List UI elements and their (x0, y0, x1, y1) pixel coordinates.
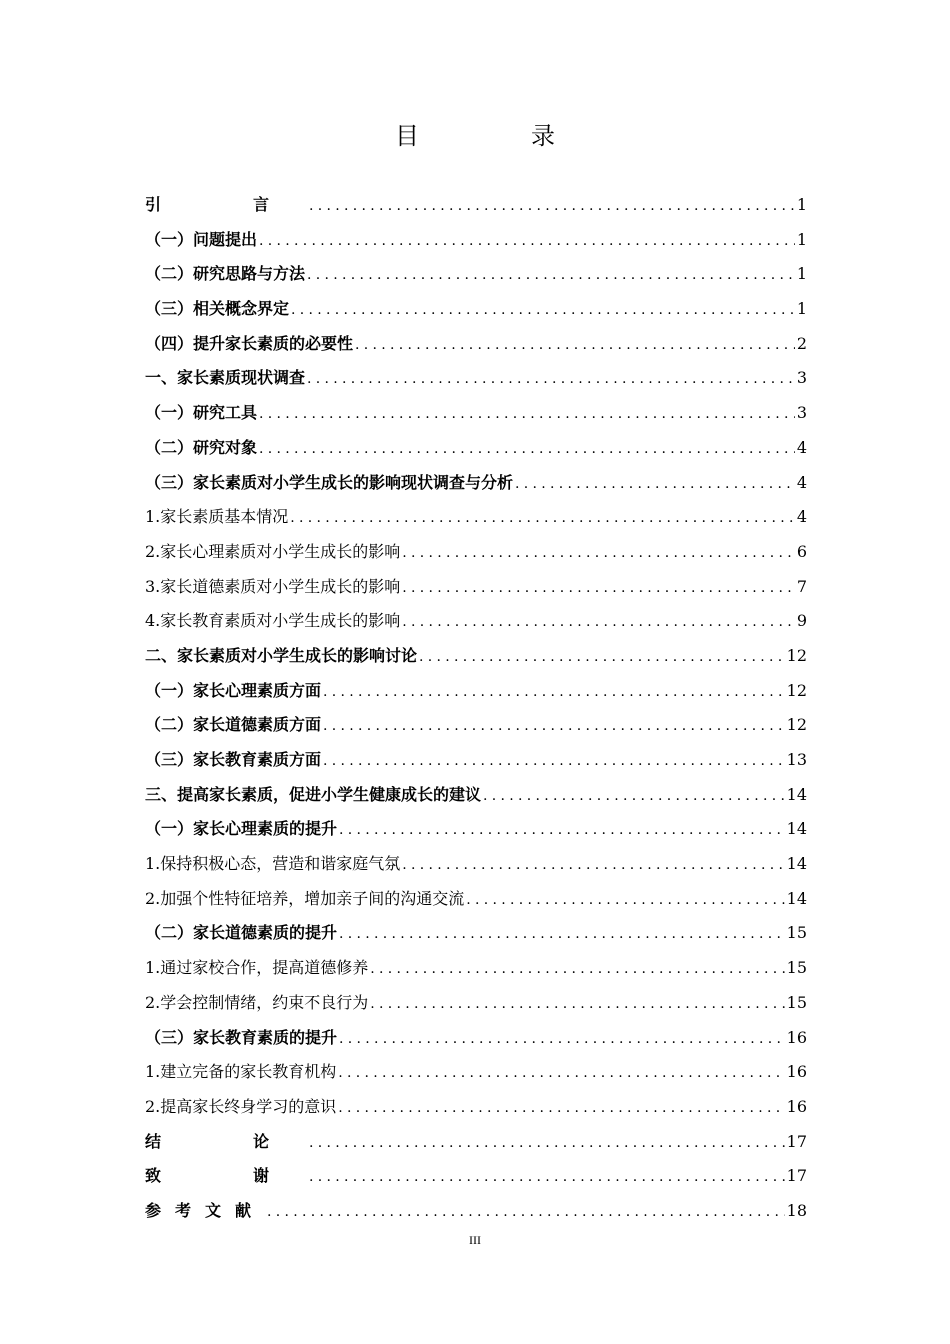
toc-entry[interactable] (145, 466, 807, 501)
toc-entry[interactable] (145, 1090, 807, 1125)
toc-entry[interactable] (145, 1125, 807, 1160)
toc-entry[interactable] (145, 708, 807, 743)
toc-entry-label: （二）家长道德素质的提升 (145, 923, 338, 943)
toc-dot-leader (290, 501, 795, 536)
toc-entry[interactable] (145, 500, 807, 535)
toc-entry[interactable] (145, 778, 807, 813)
toc-entry-page-number: 15 (786, 992, 807, 1012)
toc-entry[interactable] (145, 639, 807, 674)
toc-entry[interactable] (145, 743, 807, 778)
toc-entry-label: （三）家长教育素质的提升 (145, 1027, 338, 1047)
toc-entry-label: （三）相关概念界定 (145, 299, 290, 319)
toc-entry[interactable] (145, 396, 807, 431)
toc-entry[interactable] (145, 292, 807, 327)
toc-entry-label: 结 论 (145, 1131, 308, 1151)
toc-entry-page-number: 14 (786, 819, 807, 839)
toc-dot-leader (402, 571, 795, 606)
toc-dot-leader (419, 640, 785, 675)
toc-dot-leader (267, 1195, 785, 1230)
toc-entry-label: （一）研究工具 (145, 403, 258, 423)
toc-dot-leader (259, 397, 795, 432)
toc-dot-leader (402, 536, 795, 571)
toc-entry-label: 3.家长道德素质对小学生成长的影响 (145, 576, 401, 596)
toc-entry[interactable] (145, 223, 807, 258)
toc-entry[interactable] (145, 431, 807, 466)
toc-entry-page-number: 7 (796, 576, 807, 596)
toc-dot-leader (307, 362, 795, 397)
toc-dot-leader (402, 605, 795, 640)
toc-entry-label: （三）家长教育素质方面 (145, 750, 322, 769)
toc-entry-label: （二）研究思路与方法 (145, 264, 306, 284)
toc-entry-page-number: 12 (786, 645, 807, 665)
toc-entry[interactable] (145, 257, 807, 292)
toc-dot-leader (259, 224, 795, 259)
toc-dot-leader (323, 675, 785, 710)
toc-entry-label: 三、提高家长素质，促进小学生健康成长的建议 (145, 784, 482, 804)
toc-entry[interactable] (145, 812, 807, 847)
toc-entry[interactable] (145, 604, 807, 639)
toc-dot-leader (339, 917, 785, 952)
toc-entry[interactable] (145, 674, 807, 709)
toc-entry-label: （一）家长心理素质方面 (145, 680, 322, 700)
toc-entry-label: 参考文献 (145, 1200, 266, 1220)
toc-title: 目 录 (395, 122, 599, 150)
toc-dot-leader (309, 189, 795, 224)
toc-list (145, 188, 807, 1229)
toc-dot-leader (309, 1160, 785, 1195)
toc-entry-page-number: 2 (796, 333, 807, 353)
toc-entry-label: 一、家长素质现状调查 (145, 368, 306, 388)
toc-entry[interactable] (145, 361, 807, 396)
toc-dot-leader (307, 258, 795, 293)
toc-entry-page-number: 6 (796, 541, 807, 561)
toc-entry-label: 4.家长教育素质对小学生成长的影响 (145, 611, 401, 631)
toc-entry[interactable] (145, 535, 807, 570)
toc-entry-label: 2.加强个性特征培养，增加亲子间的沟通交流 (145, 888, 465, 908)
toc-entry-page-number: 15 (786, 923, 807, 943)
toc-entry-label: 2.学会控制情绪，约束不良行为 (145, 992, 369, 1012)
toc-entry[interactable] (145, 986, 807, 1021)
toc-dot-leader (355, 328, 795, 363)
toc-dot-leader (339, 813, 785, 848)
toc-entry[interactable] (145, 1055, 807, 1090)
toc-entry-label: 2.家长心理素质对小学生成长的影响 (145, 541, 401, 561)
toc-entry-page-number: 4 (796, 472, 807, 492)
toc-entry[interactable] (145, 951, 807, 986)
toc-entry-page-number: 1 (796, 195, 807, 214)
toc-entry[interactable] (145, 327, 807, 362)
toc-dot-leader (370, 952, 784, 987)
toc-entry-label: 致 谢 (145, 1166, 308, 1186)
toc-entry-page-number: 13 (786, 750, 807, 769)
toc-entry[interactable] (145, 1021, 807, 1056)
toc-entry-label: （三）家长素质对小学生成长的影响现状调查与分析 (145, 472, 514, 492)
toc-entry-label: （一）家长心理素质的提升 (145, 819, 338, 839)
toc-dot-leader (323, 709, 785, 744)
toc-entry-label: 二、家长素质对小学生成长的影响讨论 (145, 645, 418, 665)
toc-dot-leader (370, 987, 784, 1022)
toc-entry-page-number: 4 (796, 507, 807, 527)
toc-entry-label: 1.保持积极心态，营造和谐家庭气氛 (145, 854, 401, 874)
toc-dot-leader (323, 744, 785, 779)
toc-entry-page-number: 14 (786, 784, 807, 804)
toc-entry[interactable] (145, 1159, 807, 1194)
toc-dot-leader (338, 1056, 784, 1091)
toc-dot-leader (339, 1022, 785, 1057)
toc-dot-leader (291, 293, 795, 328)
toc-entry-page-number: 17 (786, 1131, 807, 1151)
toc-entry-page-number: 1 (796, 299, 807, 319)
toc-dot-leader (259, 432, 795, 467)
toc-entry-label: （四）提升家长素质的必要性 (145, 333, 354, 353)
toc-entry-label: 引 言 (145, 195, 308, 214)
toc-entry-label: （二）研究对象 (145, 437, 258, 457)
toc-entry-page-number: 3 (796, 368, 807, 388)
toc-dot-leader (466, 883, 784, 918)
toc-dot-leader (402, 848, 784, 883)
toc-entry-page-number: 1 (796, 264, 807, 284)
page-number-footer: III (469, 1233, 481, 1247)
toc-dot-leader (515, 467, 795, 502)
toc-entry[interactable] (145, 1194, 807, 1229)
toc-entry-label: 2.提高家长终身学习的意识 (145, 1096, 337, 1116)
toc-entry-page-number: 16 (786, 1096, 807, 1116)
toc-entry-label: 1.建立完备的家长教育机构 (145, 1062, 337, 1082)
toc-entry-page-number: 18 (786, 1200, 807, 1220)
toc-entry-label: （二）家长道德素质方面 (145, 715, 322, 735)
toc-entry-page-number: 9 (796, 611, 807, 631)
toc-entry-page-number: 12 (786, 715, 807, 735)
toc-entry-page-number: 14 (786, 888, 807, 908)
toc-entry-page-number: 15 (786, 958, 807, 978)
toc-entry-page-number: 14 (786, 854, 807, 874)
toc-entry[interactable] (145, 882, 807, 917)
toc-dot-leader (309, 1126, 785, 1161)
toc-entry[interactable] (145, 188, 807, 223)
toc-entry-page-number: 16 (786, 1027, 807, 1047)
toc-entry-page-number: 12 (786, 680, 807, 700)
toc-dot-leader (483, 779, 785, 814)
toc-entry-page-number: 16 (786, 1062, 807, 1082)
toc-dot-leader (338, 1091, 784, 1126)
toc-entry-label: （一）问题提出 (145, 229, 258, 249)
toc-entry[interactable] (145, 570, 807, 605)
toc-entry-page-number: 4 (796, 437, 807, 457)
toc-entry-label: 1.家长素质基本情况 (145, 507, 289, 527)
toc-entry-page-number: 17 (786, 1166, 807, 1186)
toc-entry-page-number: 3 (796, 403, 807, 423)
toc-entry[interactable] (145, 916, 807, 951)
toc-entry-label: 1.通过家校合作，提高道德修养 (145, 958, 369, 978)
toc-entry-page-number: 1 (796, 229, 807, 249)
toc-entry[interactable] (145, 847, 807, 882)
